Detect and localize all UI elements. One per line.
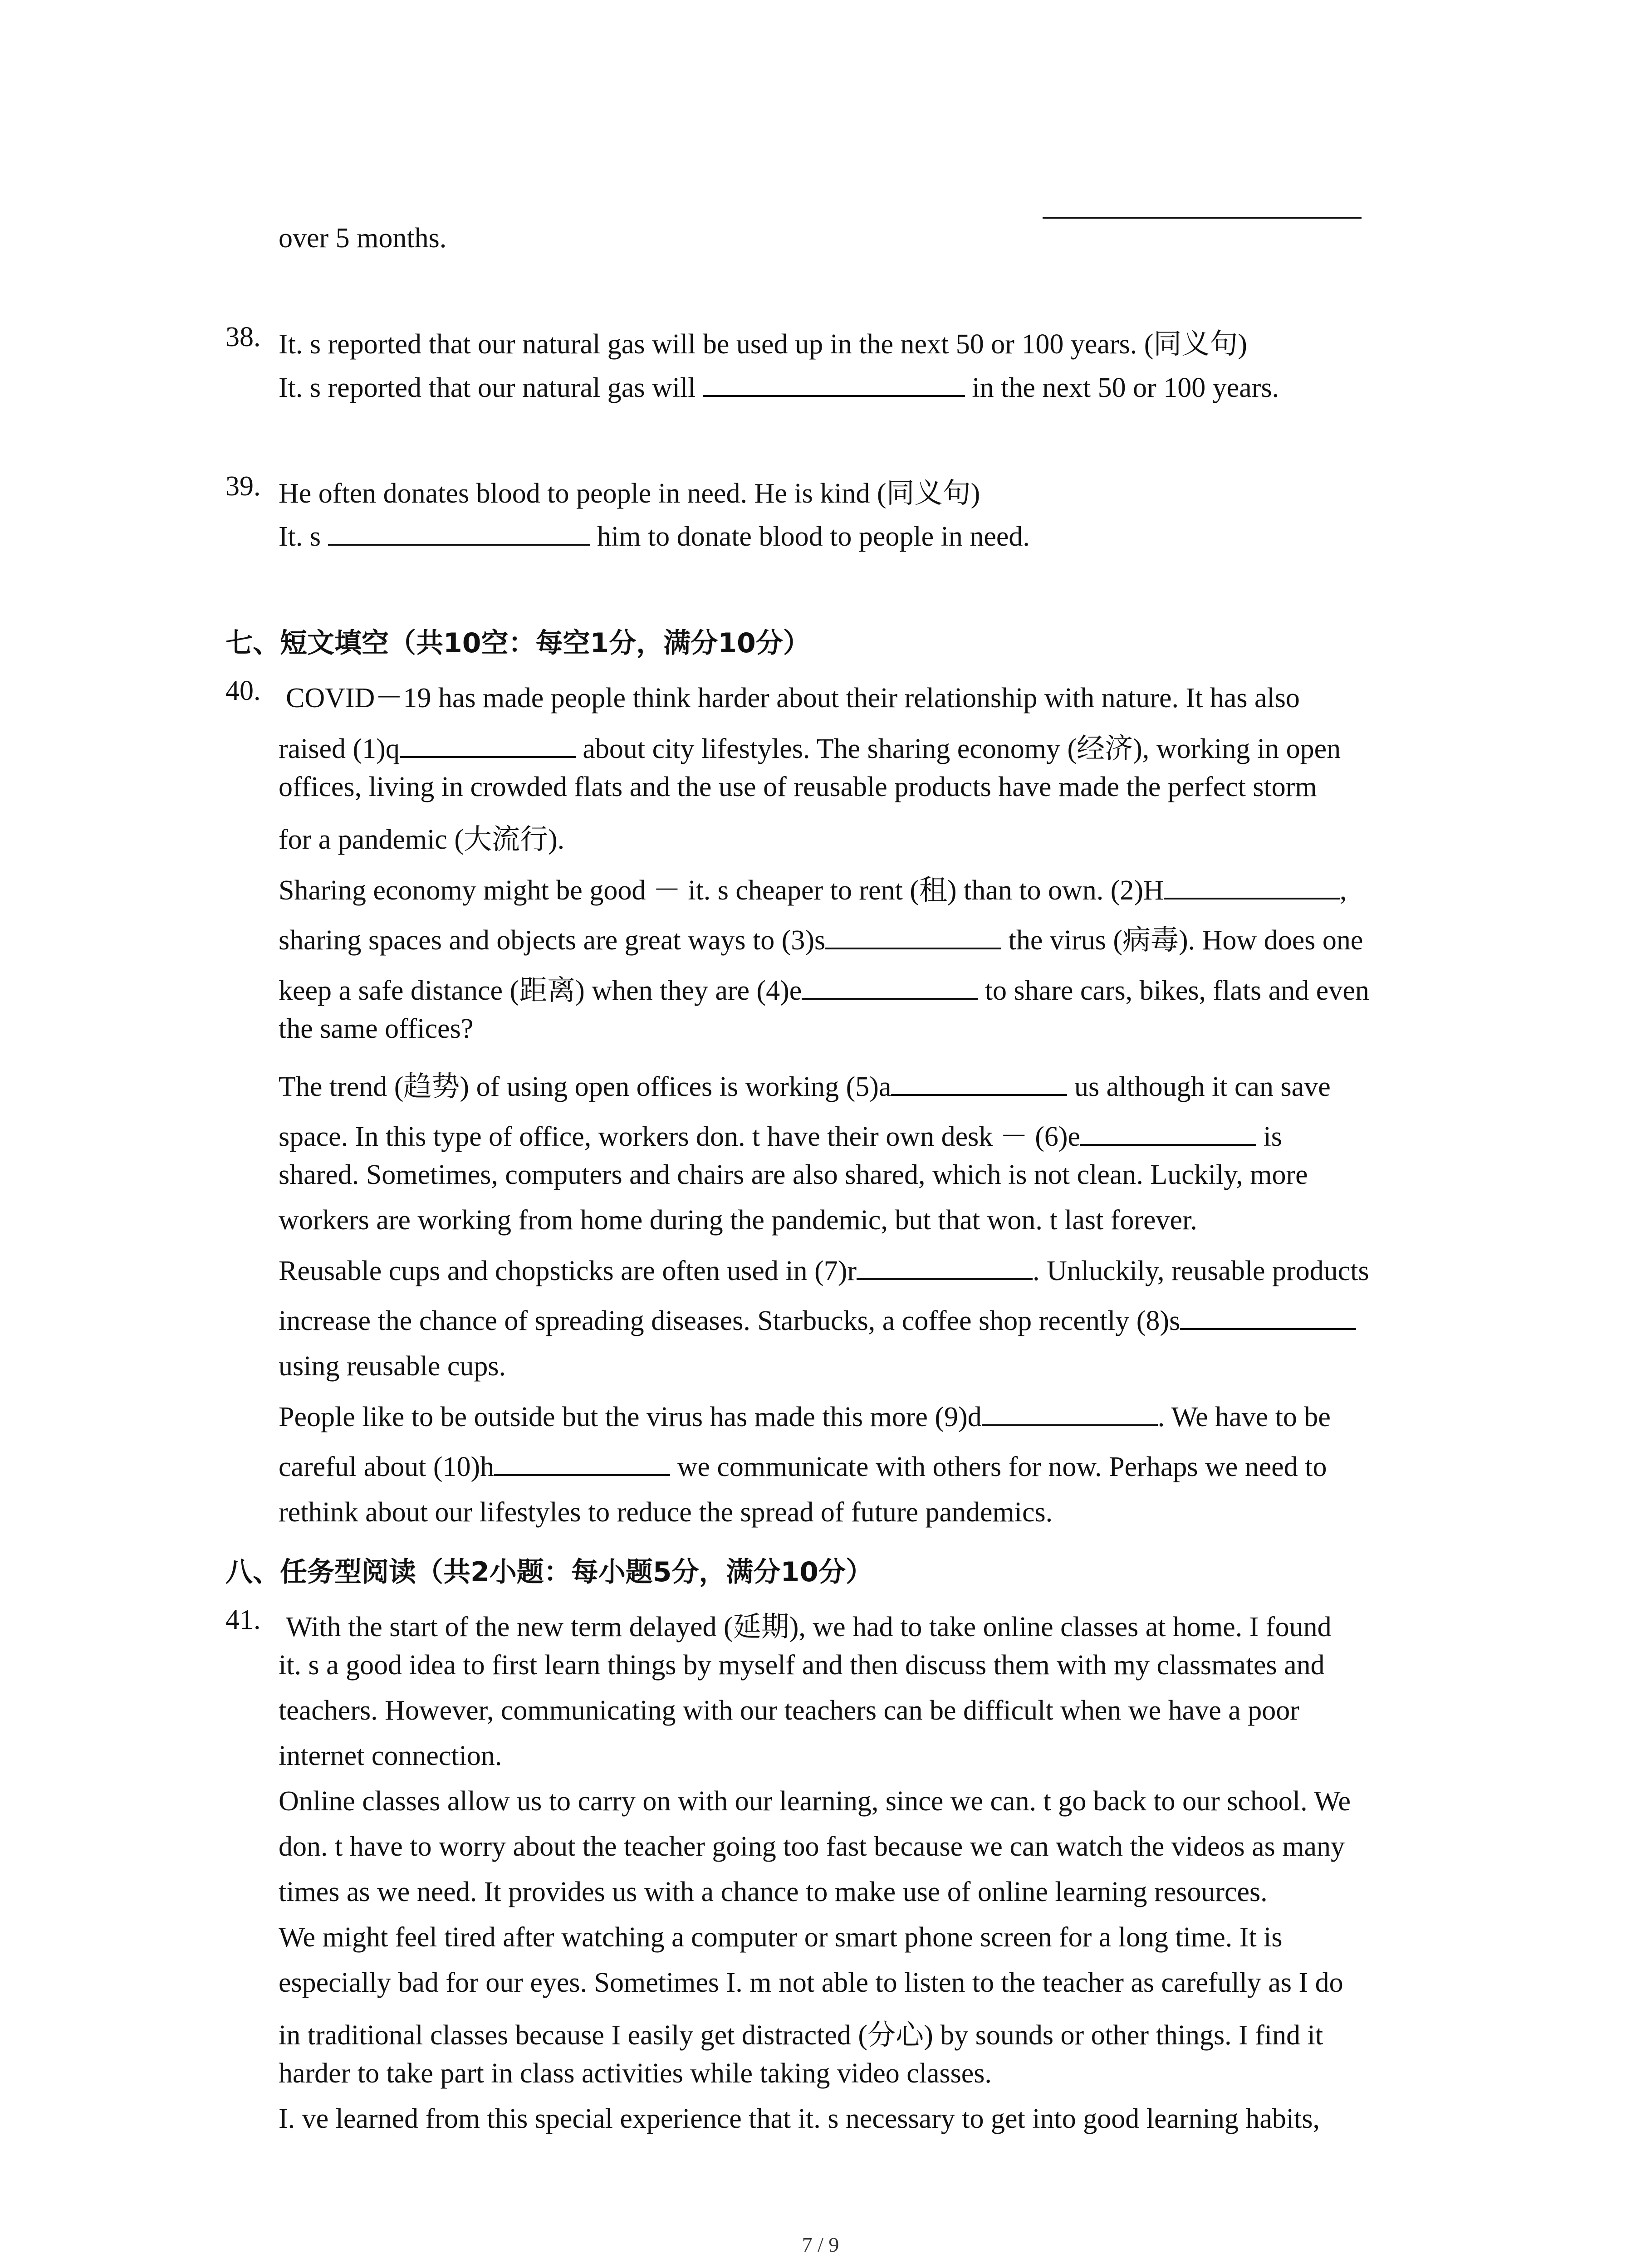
q40-line5-pre: Sharing economy might be good － it. s cheaper to rent (租) than to own. (2)H [279, 875, 1164, 906]
q40-line5-post: , [1339, 875, 1347, 906]
question-number-41: 41. [225, 1604, 261, 1635]
q40-line14-pre: increase the chance of spreading diseases. Starbucks, a coffee shop recently (8)s [279, 1305, 1181, 1336]
q40-line9 [279, 1064, 1331, 1104]
q40-line6 [279, 917, 1363, 958]
q40-line18: rethink about our lifestyles to reduce the spread of future pandemics. [279, 1497, 1053, 1528]
question-number-40: 40. [225, 675, 261, 706]
q41-line10: in traditional classes because I easily get distracted (分心) by sounds or other things. I find it [279, 2020, 1323, 2051]
q39-line1: He often donates blood to people in need. He is kind (同义句) [279, 478, 980, 509]
q41-line9: especially bad for our eyes. Sometimes I. m not able to listen to the teacher as carefully as I do [279, 1967, 1343, 1998]
q40-line7 [279, 968, 1369, 1008]
q40-line7-pre: keep a safe distance (距离) when they are (4)e [279, 975, 802, 1006]
q41-line5: Online classes allow us to carry on with our learning, since we can. t go back to our school. We [279, 1786, 1351, 1817]
q40-line8: the same offices? [279, 1013, 474, 1044]
q40-line9-pre: The trend (趋势) of using open offices is working (5)a [279, 1071, 892, 1102]
q40-line10 [279, 1114, 1282, 1154]
q40-line2-post: about city lifestyles. The sharing economy (经济), working in open [583, 733, 1341, 764]
q40-line17 [279, 1451, 1327, 1483]
question-number-39: 39. [225, 471, 261, 502]
answer-blank-38[interactable] [703, 395, 965, 397]
q41-line3: teachers. However, communicating with our teachers can be difficult when we have a poor [279, 1695, 1299, 1726]
section-7-heading: 七、短文填空（共10空：每空1分，满分10分） [225, 627, 810, 659]
question-number-38: 38. [225, 322, 261, 352]
q40-line16-pre: People like to be outside but the virus has made this more (9)d [279, 1402, 982, 1432]
q40-line3: offices, living in crowded flats and the use of reusable products have made the perfect storm [279, 772, 1317, 802]
blank-6[interactable] [1080, 1144, 1256, 1146]
answer-blank-37[interactable] [1043, 217, 1362, 219]
section-8-heading: 八、任务型阅读（共2小题：每小题5分，满分10分） [225, 1556, 873, 1588]
q40-line17-post: we communicate with others for now. Perhaps we need to [677, 1452, 1327, 1482]
blank-3[interactable] [825, 947, 1001, 949]
q40-line2 [279, 726, 1341, 766]
q39-line2-post: him to donate blood to people in need. [597, 521, 1030, 552]
q40-line2-pre: raised (1)q [279, 733, 400, 764]
q41-line7: times as we need. It provides us with a chance to make use of online learning resources. [279, 1877, 1268, 1907]
q38-line2-pre: It. s reported that our natural gas will [279, 372, 696, 403]
page-number: 7 / 9 [802, 2233, 839, 2256]
q40-line9-post: us although it can save [1074, 1071, 1331, 1102]
q40-line4: for a pandemic (大流行). [279, 824, 565, 855]
q41-line2: it. s a good idea to first learn things by myself and then discuss them with my classmates and [279, 1650, 1325, 1681]
blank-8[interactable] [1180, 1328, 1356, 1330]
q40-line10-pre: space. In this type of office, workers don. t have their own desk － (6)e [279, 1121, 1081, 1152]
q40-line12: workers are working from home during the pandemic, but that won. t last forever. [279, 1205, 1197, 1236]
q41-line1: With the start of the new term delayed (延期), we had to take online classes at home. I found [286, 1612, 1332, 1642]
q41-line12: I. ve learned from this special experience that it. s necessary to get into good learning habits, [279, 2103, 1320, 2134]
q40-line13-pre: Reusable cups and chopsticks are often used in (7)r [279, 1256, 857, 1286]
q41-line4: internet connection. [279, 1740, 502, 1771]
q40-line17-pre: careful about (10)h [279, 1452, 495, 1482]
q40-line14 [279, 1305, 1356, 1337]
q40-line16 [279, 1401, 1331, 1433]
q40-line15: using reusable cups. [279, 1351, 506, 1382]
q40-line5 [279, 867, 1347, 908]
q40-line13-post: . Unluckily, reusable products [1033, 1256, 1369, 1286]
q39-line2-pre: It. s [279, 521, 321, 552]
q40-line16-post: . We have to be [1157, 1402, 1331, 1432]
q38-line1: It. s reported that our natural gas will be used up in the next 50 or 100 years. (同义句) [279, 329, 1248, 360]
q38-line2 [279, 372, 1279, 404]
q38-line2-post: in the next 50 or 100 years. [972, 372, 1279, 403]
blank-7[interactable] [857, 1278, 1033, 1280]
blank-5[interactable] [891, 1094, 1067, 1096]
blank-9[interactable] [982, 1424, 1158, 1426]
blank-10[interactable] [494, 1474, 670, 1476]
q40-line7-post: to share cars, bikes, flats and even [985, 975, 1369, 1006]
q40-line13 [279, 1255, 1369, 1287]
q40-line11: shared. Sometimes, computers and chairs are also shared, which is not clean. Luckily, more [279, 1159, 1308, 1190]
q41-line6: don. t have to worry about the teacher going too fast because we can watch the videos as many [279, 1831, 1345, 1862]
blank-4[interactable] [802, 997, 978, 1000]
answer-blank-39[interactable] [328, 543, 590, 546]
q40-line1: COVID－19 has made people think harder about their relationship with nature. It has also [286, 683, 1300, 714]
q41-line11: harder to take part in class activities while taking video classes. [279, 2058, 992, 2089]
q41-line8: We might feel tired after watching a computer or smart phone screen for a long time. It is [279, 1922, 1283, 1953]
blank-1[interactable] [400, 756, 576, 758]
q39-line2 [279, 521, 1030, 553]
blank-2[interactable] [1164, 897, 1340, 899]
q37-tail: over 5 months. [279, 223, 447, 254]
q40-line6-pre: sharing spaces and objects are great ways to (3)s [279, 925, 826, 956]
q40-line10-post: is [1263, 1121, 1282, 1152]
q40-line6-post: the virus (病毒). How does one [1008, 925, 1363, 956]
